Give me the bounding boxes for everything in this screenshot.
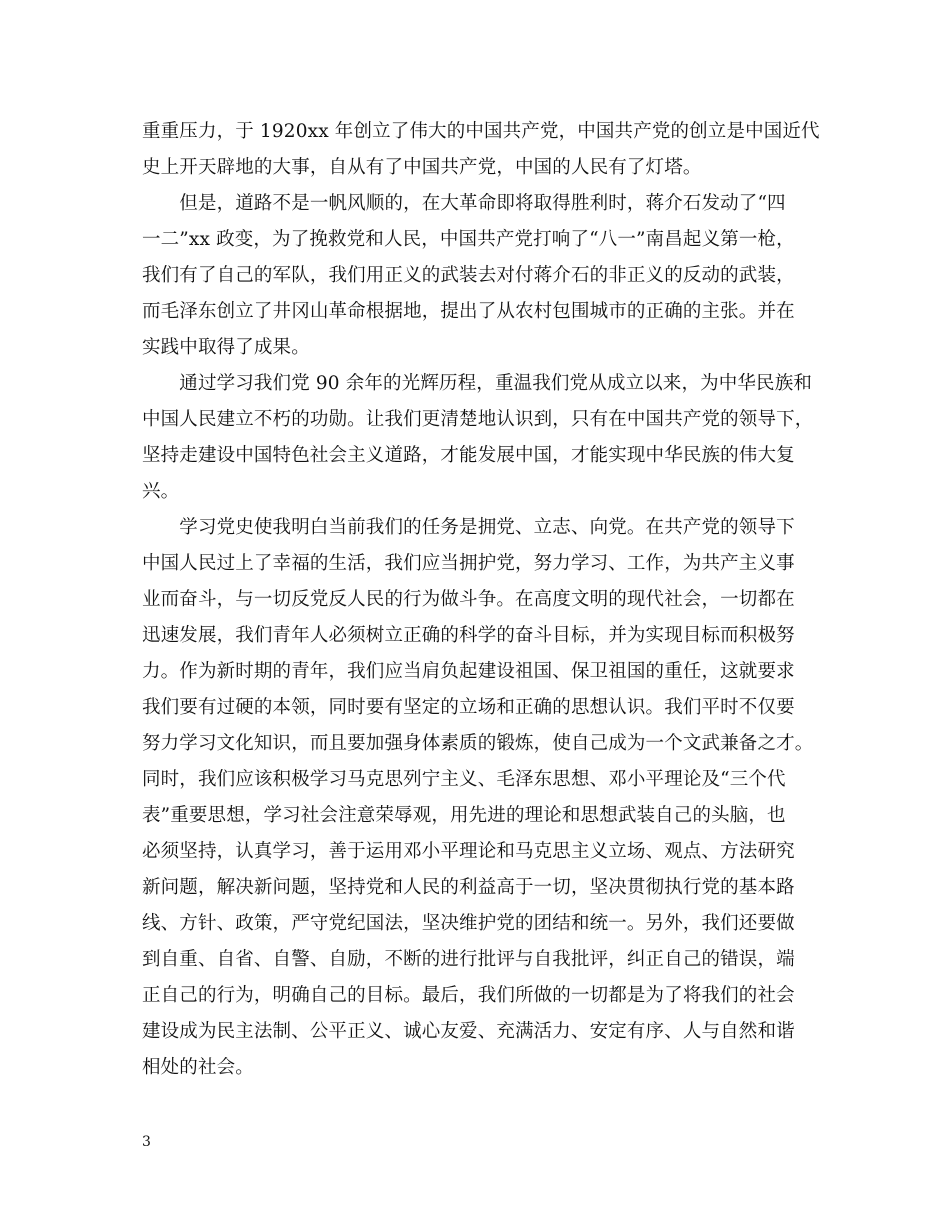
text-line: 新问题，解决新问题，坚持党和人民的利益高于一切，坚决贯彻执行党的基本路 — [142, 877, 795, 898]
text-line: 但是，道路不是一帆风顺的，在大革命即将取得胜利时，蒋介石发动了“四 — [142, 193, 786, 214]
text-line: 建设成为民主法制、公平正义、诚心友爱、充满活力、安定有序、人与自然和谐 — [142, 1021, 795, 1042]
text-line: 中国人民过上了幸福的生活，我们应当拥护党，努力学习、工作，为共产主义事 — [142, 553, 795, 574]
text-line: 史上开天辟地的大事，自从有了中国共产党，中国的人民有了灯塔。 — [142, 157, 702, 178]
text-line: 实践中取得了成果。 — [142, 337, 310, 358]
text-line: 坚持走建设中国特色社会主义道路，才能发展中国，才能实现中华民族的伟大复 — [142, 445, 795, 466]
text-line: 相处的社会。 — [142, 1057, 254, 1078]
text-line: 线、方针、政策，严守党纪国法，坚决维护党的团结和统一。另外，我们还要做 — [142, 913, 795, 934]
text-line: 力。作为新时期的青年，我们应当肩负起建设祖国、保卫祖国的重任，这就要求 — [142, 661, 795, 682]
text-line: 通过学习我们党 90 余年的光辉历程，重温我们党从成立以来，为中华民族和 — [142, 373, 813, 394]
text-line: 学习党史使我明白当前我们的任务是拥党、立志、向党。在共产党的领导下 — [142, 517, 795, 538]
text-line: 正自己的行为，明确自己的目标。最后，我们所做的一切都是为了将我们的社会 — [142, 985, 795, 1006]
text-line: 兴。 — [142, 481, 180, 502]
text-line: 而毛泽东创立了井冈山革命根据地，提出了从农村包围城市的正确的主张。并在 — [142, 301, 795, 322]
text-line: 一二”xx 政变，为了挽救党和人民，中国共产党打响了“八一”南昌起义第一枪， — [142, 229, 795, 250]
page-number: 3 — [142, 1134, 151, 1150]
text-line: 同时，我们应该积极学习马克思列宁主义、毛泽东思想、邓小平理论及“三个代 — [142, 769, 786, 790]
text-line: 必须坚持，认真学习，善于运用邓小平理论和马克思主义立场、观点、方法研究 — [142, 841, 795, 862]
text-line: 业而奋斗，与一切反党反人民的行为做斗争。在高度文明的现代社会，一切都在 — [142, 589, 795, 610]
body-text — [142, 114, 832, 1086]
text-line: 我们有了自己的军队，我们用正义的武装去对付蒋介石的非正义的反动的武装， — [142, 265, 795, 286]
text-line: 到自重、自省、自警、自励，不断的进行批评与自我批评，纠正自己的错误，端 — [142, 949, 795, 970]
text-line: 我们要有过硬的本领，同时要有坚定的立场和正确的思想认识。我们平时不仅要 — [142, 697, 795, 718]
text-line: 中国人民建立不朽的功勋。让我们更清楚地认识到，只有在中国共产党的领导下， — [142, 409, 814, 430]
text-line: 表”重要思想，学习社会注意荣辱观，用先进的理论和思想武装自己的头脑，也 — [142, 805, 786, 826]
text-line: 努力学习文化知识，而且要加强身体素质的锻炼，使自己成为一个文武兼备之才。 — [142, 733, 814, 754]
text-line: 重重压力，于 1920xx 年创立了伟大的中国共产党，中国共产党的创立是中国近代 — [142, 121, 820, 142]
text-line: 迅速发展，我们青年人必须树立正确的科学的奋斗目标，并为实现目标而积极努 — [142, 625, 795, 646]
